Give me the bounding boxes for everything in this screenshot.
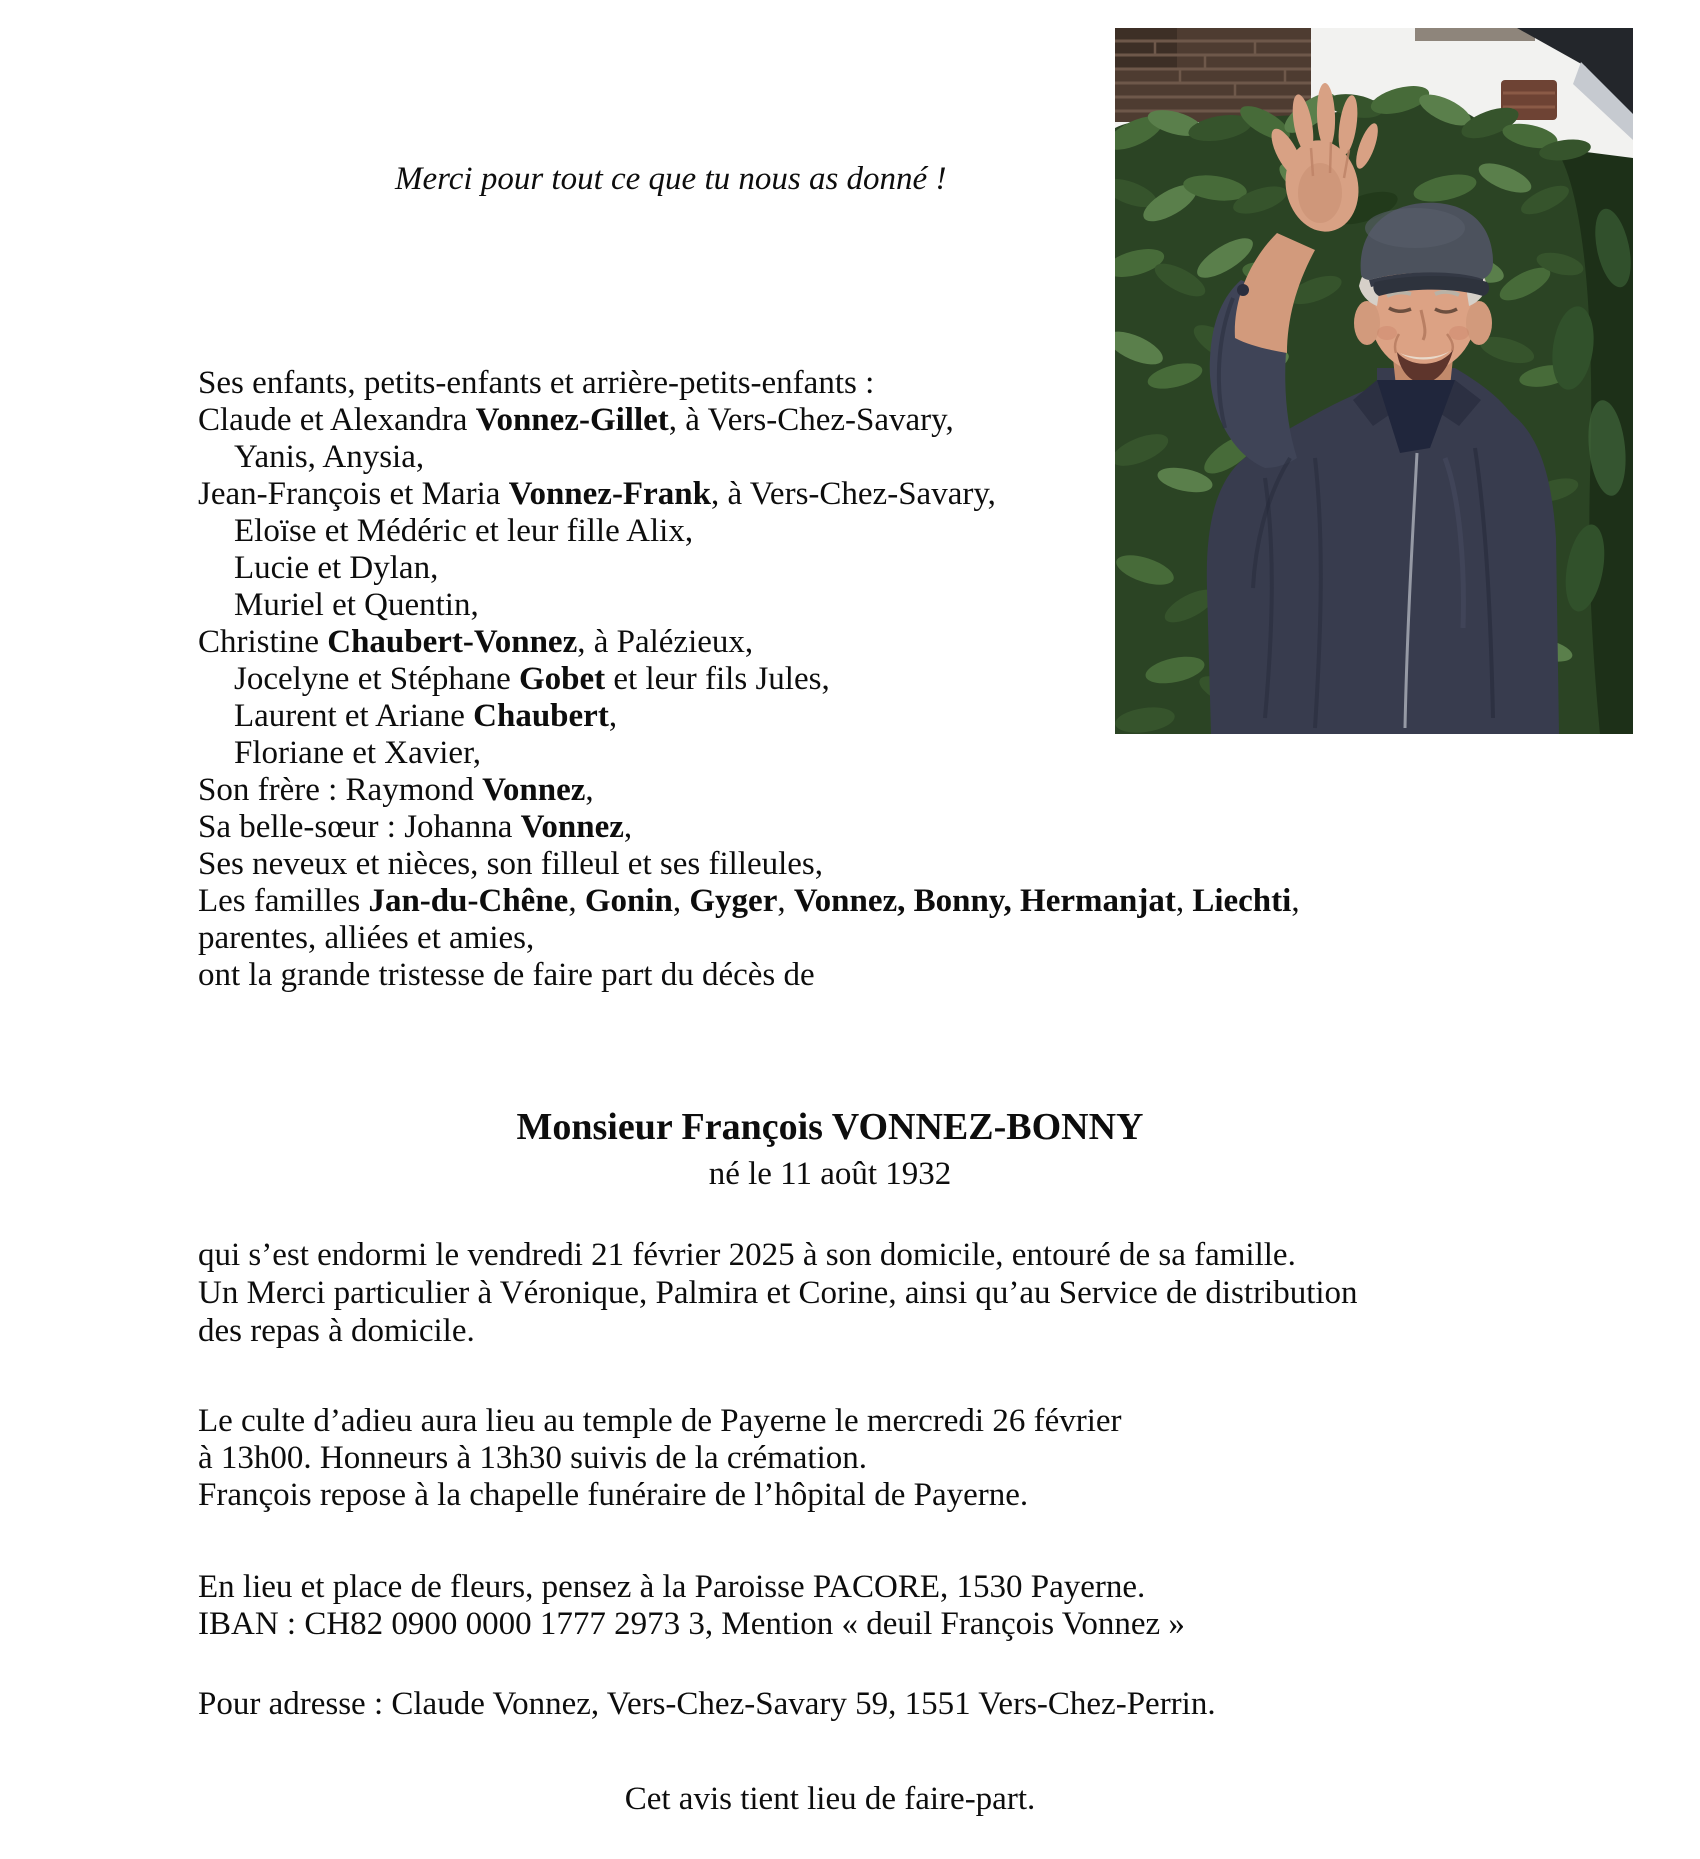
family-line: Laurent et Ariane Chaubert, xyxy=(234,698,618,734)
paragraph-line: IBAN : CH82 0900 0000 1777 2973 3, Mention « deuil François Vonnez » xyxy=(198,1606,1185,1642)
paragraph-line: Un Merci particulier à Véronique, Palmira et Corine, ainsi qu’au Service de distribution xyxy=(198,1275,1358,1311)
family-line: Jocelyne et Stéphane Gobet et leur fils Jules, xyxy=(234,661,830,697)
birth-date: né le 11 août 1932 xyxy=(708,1156,952,1192)
family-line: Muriel et Quentin, xyxy=(234,587,479,623)
distant-roofline xyxy=(1415,28,1535,41)
paragraph-contact-address xyxy=(198,1686,1216,1723)
paragraph-line: des repas à domicile. xyxy=(198,1313,475,1349)
paragraph-line: Le culte d’adieu aura lieu au temple de Payerne le mercredi 26 février xyxy=(198,1403,1122,1439)
brick-wall xyxy=(1115,28,1311,122)
closing-line: Cet avis tient lieu de faire-part. xyxy=(624,1781,1036,1817)
right-ear xyxy=(1466,301,1492,345)
paragraph-line: qui s’est endormi le vendredi 21 février 2025 à son domicile, entouré de sa famille. xyxy=(198,1237,1296,1273)
family-line: Yanis, Anysia, xyxy=(234,439,425,475)
family-list xyxy=(198,365,1300,994)
paragraph-donations-iban xyxy=(198,1569,1185,1643)
deceased-name-title: Monsieur François VONNEZ-BONNY xyxy=(516,1106,1144,1148)
family-line: Son frère : Raymond Vonnez, xyxy=(198,772,594,808)
paragraph-line: Pour adresse : Claude Vonnez, Vers-Chez-Savary 59, 1551 Vers-Chez-Perrin. xyxy=(198,1686,1216,1722)
flat-cap xyxy=(1361,203,1493,296)
family-line: Floriane et Xavier, xyxy=(234,735,482,771)
memorial-quote: Merci pour tout ce que tu nous as donné ! xyxy=(395,161,947,197)
family-line: Ses neveux et nièces, son filleul et ses filleules, xyxy=(198,846,824,882)
family-line: Les familles Jan-du-Chêne, Gonin, Gyger, Vonnez, Bonny, Hermanjat, Liechti, xyxy=(198,883,1300,919)
paragraph-line: à 13h00. Honneurs à 13h30 suivis de la crémation. xyxy=(198,1440,868,1476)
family-line: Jean-François et Maria Vonnez-Frank, à Vers-Chez-Savary, xyxy=(198,476,996,512)
family-line: parentes, alliées et amies, xyxy=(198,920,535,956)
family-line: Ses enfants, petits-enfants et arrière-petits-enfants : xyxy=(198,365,875,401)
family-line: Claude et Alexandra Vonnez-Gillet, à Vers-Chez-Savary, xyxy=(198,402,954,438)
family-line: Sa belle-sœur : Johanna Vonnez, xyxy=(198,809,633,845)
paragraph-death-notice xyxy=(198,1236,1358,1350)
paragraph-line: François repose à la chapelle funéraire de l’hôpital de Payerne. xyxy=(198,1477,1029,1513)
family-line: Christine Chaubert-Vonnez, à Palézieux, xyxy=(198,624,754,660)
family-line: Eloïse et Médéric et leur fille Alix, xyxy=(234,513,694,549)
paragraph-line: En lieu et place de fleurs, pensez à la Paroisse PACORE, 1530 Payerne. xyxy=(198,1569,1146,1605)
paragraph-funeral-service xyxy=(198,1403,1122,1514)
family-line: ont la grande tristesse de faire part du décès de xyxy=(198,957,815,993)
left-ear xyxy=(1354,301,1380,345)
family-line: Lucie et Dylan, xyxy=(234,550,439,586)
